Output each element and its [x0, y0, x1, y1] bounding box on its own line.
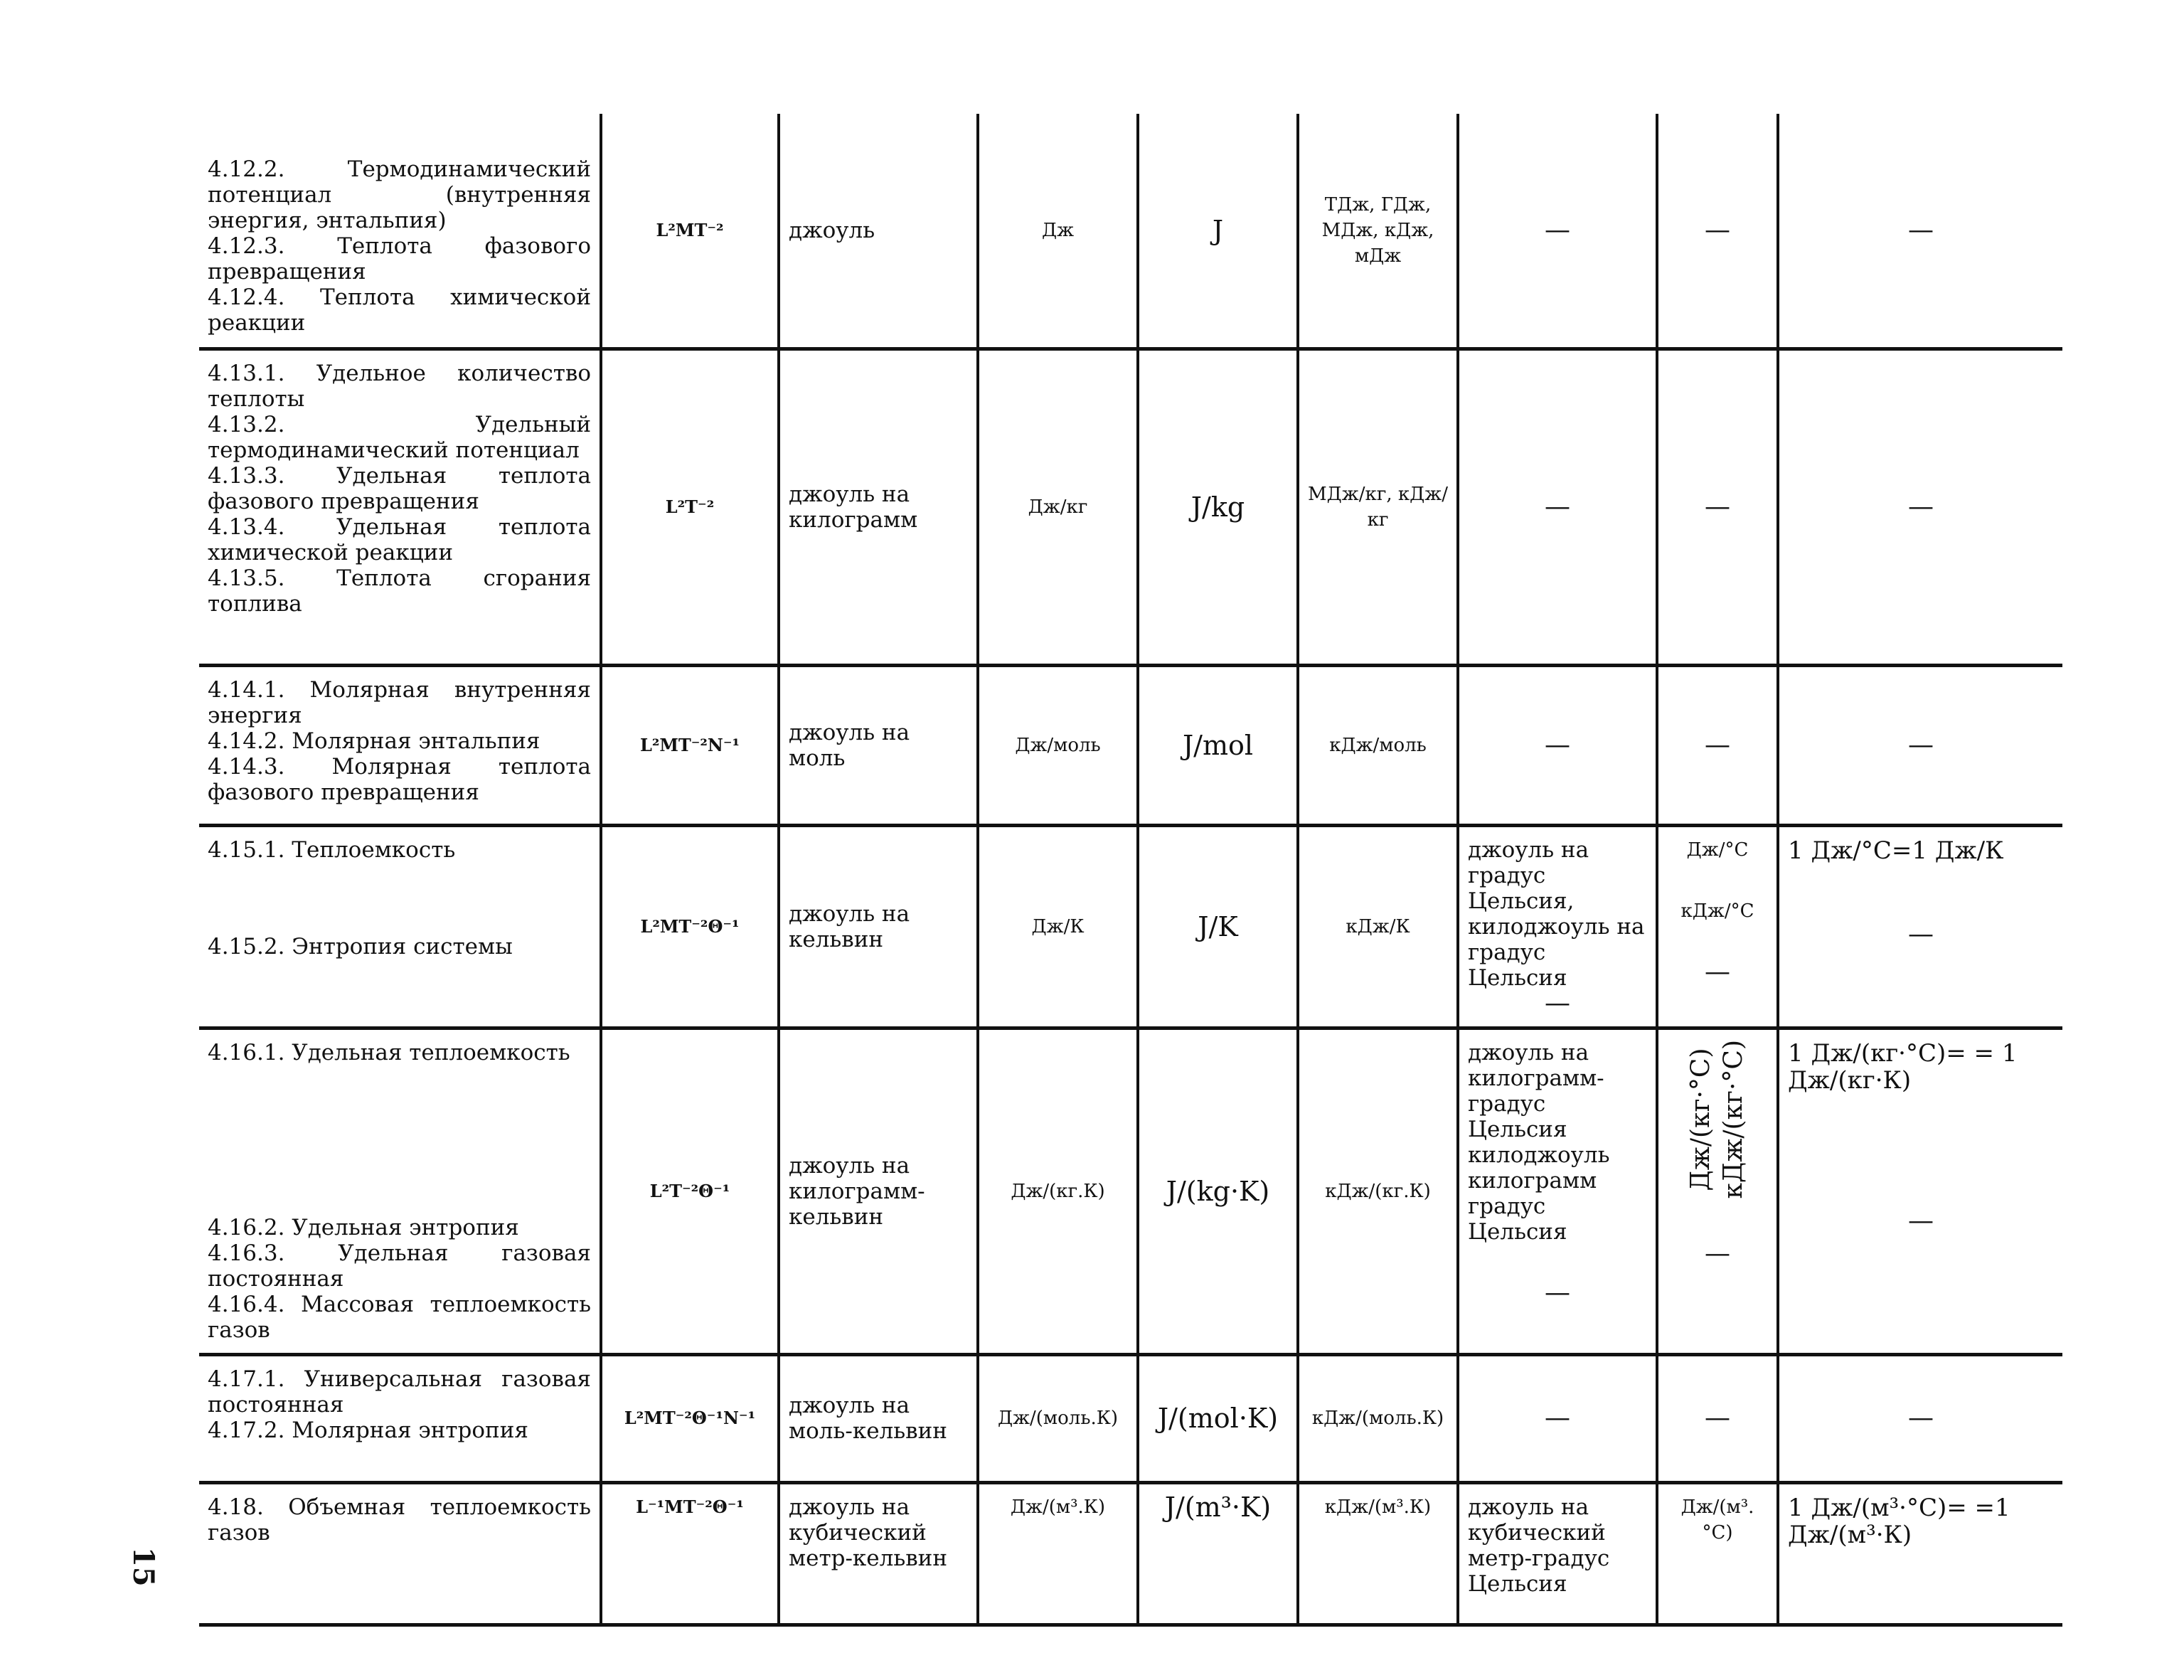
nonsi-unit-symbol-cell: Дж/(м³.°С) [1657, 1482, 1778, 1625]
quantity-text: 4.13.5. Теплота сгорания топлива [208, 565, 591, 617]
unit-name-cell: джоуль [779, 114, 978, 349]
nonsi-unit-name-cell [1458, 825, 1657, 1028]
unit-symbol-intl-cell: J/(mol·K) [1138, 1354, 1298, 1482]
relation-cell: — [1778, 349, 2062, 665]
nonsi-unit-symbol-cell: — [1657, 1354, 1778, 1482]
relation-cell [1778, 825, 2062, 1028]
table-row [199, 114, 2062, 349]
quantity-text: 4.16.4. Массовая теплоемкость газов [208, 1291, 591, 1343]
multiples-cell: кДж/моль [1298, 665, 1458, 825]
quantity-text: 4.17.2. Молярная энтропия [208, 1417, 528, 1443]
quantity-text: 4.14.2. Молярная энтальпия [208, 728, 540, 754]
nonsi-unit-name-cell: — [1458, 349, 1657, 665]
nonsi-unit-symbol-cell: — [1657, 349, 1778, 665]
table-row [199, 349, 2062, 665]
dimension-cell: L²T⁻²Θ⁻¹ [601, 1028, 779, 1354]
nonsi-unit-symbol-cell: — [1657, 665, 1778, 825]
dimension-cell: L²MT⁻²Θ⁻¹ [601, 825, 779, 1028]
nonsi-unit-symbol-text: Дж/(кг·°С) [1686, 1047, 1715, 1191]
unit-name-cell: джоуль на кельвин [779, 825, 978, 1028]
quantity-text: 4.16.3. Удельная газовая постоянная [208, 1240, 591, 1292]
quantity-cell [199, 825, 601, 1028]
page-number: 15 [127, 1547, 160, 1587]
relation-cell: — [1778, 1354, 2062, 1482]
unit-name-cell: джоуль на килограмм-кельвин [779, 1028, 978, 1354]
quantity-text: 4.14.1. Молярная внутренняя энергия [208, 676, 591, 728]
unit-symbol-ru-cell: Дж/(кг.К) [978, 1028, 1138, 1354]
nonsi-symbol-vertical-group [1667, 1040, 1768, 1198]
quantity-text: 4.15.2. Энтропия системы [208, 933, 513, 959]
unit-symbol-ru-cell: Дж/моль [978, 665, 1138, 825]
quantity-text: 4.12.2. Термодинамический потенциал (внутренняя энергия, энтальпия) [208, 156, 591, 233]
quantity-text: 4.13.2. Удельный термодинамический потенциал [208, 411, 591, 463]
quantity-text: 4.12.4. Теплота химической реакции [208, 285, 591, 336]
nonsi-unit-symbol-cell [1657, 825, 1778, 1028]
relation-cell [1778, 1028, 2062, 1354]
nonsi-unit-symbol-cell: — [1657, 114, 1778, 349]
quantity-cell [199, 1028, 601, 1354]
nonsi-unit-name-text: джоуль на градус Цельсия, килоджоуль на градус Цельсия [1468, 836, 1645, 991]
nonsi-unit-symbol-text: кДж/°С [1680, 900, 1754, 922]
relation-dash: — [1908, 1206, 1934, 1235]
unit-symbol-intl-cell: J [1138, 114, 1298, 349]
quantity-text: 4.18. Объемная теплоемкость газов [208, 1494, 591, 1546]
unit-name-cell: джоуль на кубический метр-кельвин [779, 1482, 978, 1625]
nonsi-unit-symbol-dash: — [1705, 957, 1730, 987]
quantity-cell [199, 114, 601, 349]
table-row [199, 1028, 2062, 1354]
quantity-cell [199, 1482, 601, 1625]
quantity-text: 4.13.4. Удельная теплота химической реакции [208, 514, 591, 565]
table-row [199, 665, 2062, 825]
multiples-cell: МДж/кг, кДж/кг [1298, 349, 1458, 665]
dimension-cell: L²MT⁻²N⁻¹ [601, 665, 779, 825]
table-row [199, 825, 2062, 1028]
multiples-cell: кДж/К [1298, 825, 1458, 1028]
quantity-text: 4.12.3. Теплота фазового превращения [208, 233, 591, 285]
units-table [199, 114, 2062, 1627]
nonsi-unit-name-cell: джоуль на кубический метр-градус Цельсия [1458, 1482, 1657, 1625]
table-row [199, 1482, 2062, 1625]
unit-symbol-intl-cell: J/(m³·K) [1138, 1482, 1298, 1625]
relation-text: 1 Дж/°С=1 Дж/К [1788, 836, 2004, 865]
quantity-text: 4.13.1. Удельное количество теплоты [208, 360, 591, 412]
unit-name-cell: джоуль на моль [779, 665, 978, 825]
unit-name-cell: джоуль на килограмм [779, 349, 978, 665]
dimension-cell: L²T⁻² [601, 349, 779, 665]
quantity-text: 4.16.2. Удельная энтропия [208, 1214, 519, 1240]
relation-cell: 1 Дж/(м³·°С)= =1 Дж/(м³·К) [1778, 1482, 2062, 1625]
quantity-text: 4.16.1. Удельная теплоемкость [208, 1039, 570, 1065]
nonsi-unit-name-text: джоуль на килограмм-градус Цельсия килоджоуль килограмм градус Цельсия [1468, 1039, 1610, 1245]
unit-symbol-intl-cell: J/mol [1138, 665, 1298, 825]
nonsi-unit-symbol-cell [1657, 1028, 1778, 1354]
unit-symbol-ru-cell: Дж/К [978, 825, 1138, 1028]
relation-text: 1 Дж/(кг·°С)= = 1 Дж/(кг·К) [1788, 1038, 2018, 1095]
quantity-text: 4.13.3. Удельная теплота фазового превращения [208, 462, 591, 514]
nonsi-unit-name-dash: — [1545, 988, 1570, 1018]
relation-dash: — [1908, 919, 1934, 949]
unit-symbol-intl-cell: J/kg [1138, 349, 1298, 665]
nonsi-unit-symbol-text: Дж/°С [1686, 839, 1749, 861]
nonsi-unit-name-cell: — [1458, 1354, 1657, 1482]
quantity-cell [199, 665, 601, 825]
unit-symbol-ru-cell: Дж/(моль.К) [978, 1354, 1138, 1482]
quantity-text: 4.14.3. Молярная теплота фазового превращения [208, 753, 591, 805]
nonsi-unit-name-cell: — [1458, 114, 1657, 349]
multiples-cell: кДж/(кг.К) [1298, 1028, 1458, 1354]
multiples-cell: ТДж, ГДж, МДж, кДж, мДж [1298, 114, 1458, 349]
unit-symbol-ru-cell: Дж/(м³.К) [978, 1482, 1138, 1625]
table-row [199, 1354, 2062, 1482]
quantity-text: 4.17.1. Универсальная газовая постоянная [208, 1366, 591, 1418]
unit-symbol-intl-cell: J/K [1138, 825, 1298, 1028]
nonsi-unit-name-dash: — [1545, 1277, 1570, 1307]
nonsi-unit-name-cell [1458, 1028, 1657, 1354]
multiples-cell: кДж/(моль.К) [1298, 1354, 1458, 1482]
relation-cell: — [1778, 114, 2062, 349]
quantity-cell [199, 1354, 601, 1482]
unit-symbol-ru-cell: Дж [978, 114, 1138, 349]
dimension-cell: L²MT⁻² [601, 114, 779, 349]
unit-symbol-ru-cell: Дж/кг [978, 349, 1138, 665]
unit-name-cell: джоуль на моль-кельвин [779, 1354, 978, 1482]
nonsi-unit-name-cell: — [1458, 665, 1657, 825]
nonsi-unit-symbol-text: кДж/(кг·°С) [1719, 1039, 1748, 1198]
unit-symbol-intl-cell: J/(kg·K) [1138, 1028, 1298, 1354]
nonsi-unit-symbol-dash: — [1705, 1238, 1730, 1268]
quantity-text: 4.15.1. Теплоемкость [208, 836, 456, 863]
relation-cell: — [1778, 665, 2062, 825]
multiples-cell: кДж/(м³.К) [1298, 1482, 1458, 1625]
quantity-cell [199, 349, 601, 665]
dimension-cell: L⁻¹MT⁻²Θ⁻¹ [601, 1482, 779, 1625]
dimension-cell: L²MT⁻²Θ⁻¹N⁻¹ [601, 1354, 779, 1482]
